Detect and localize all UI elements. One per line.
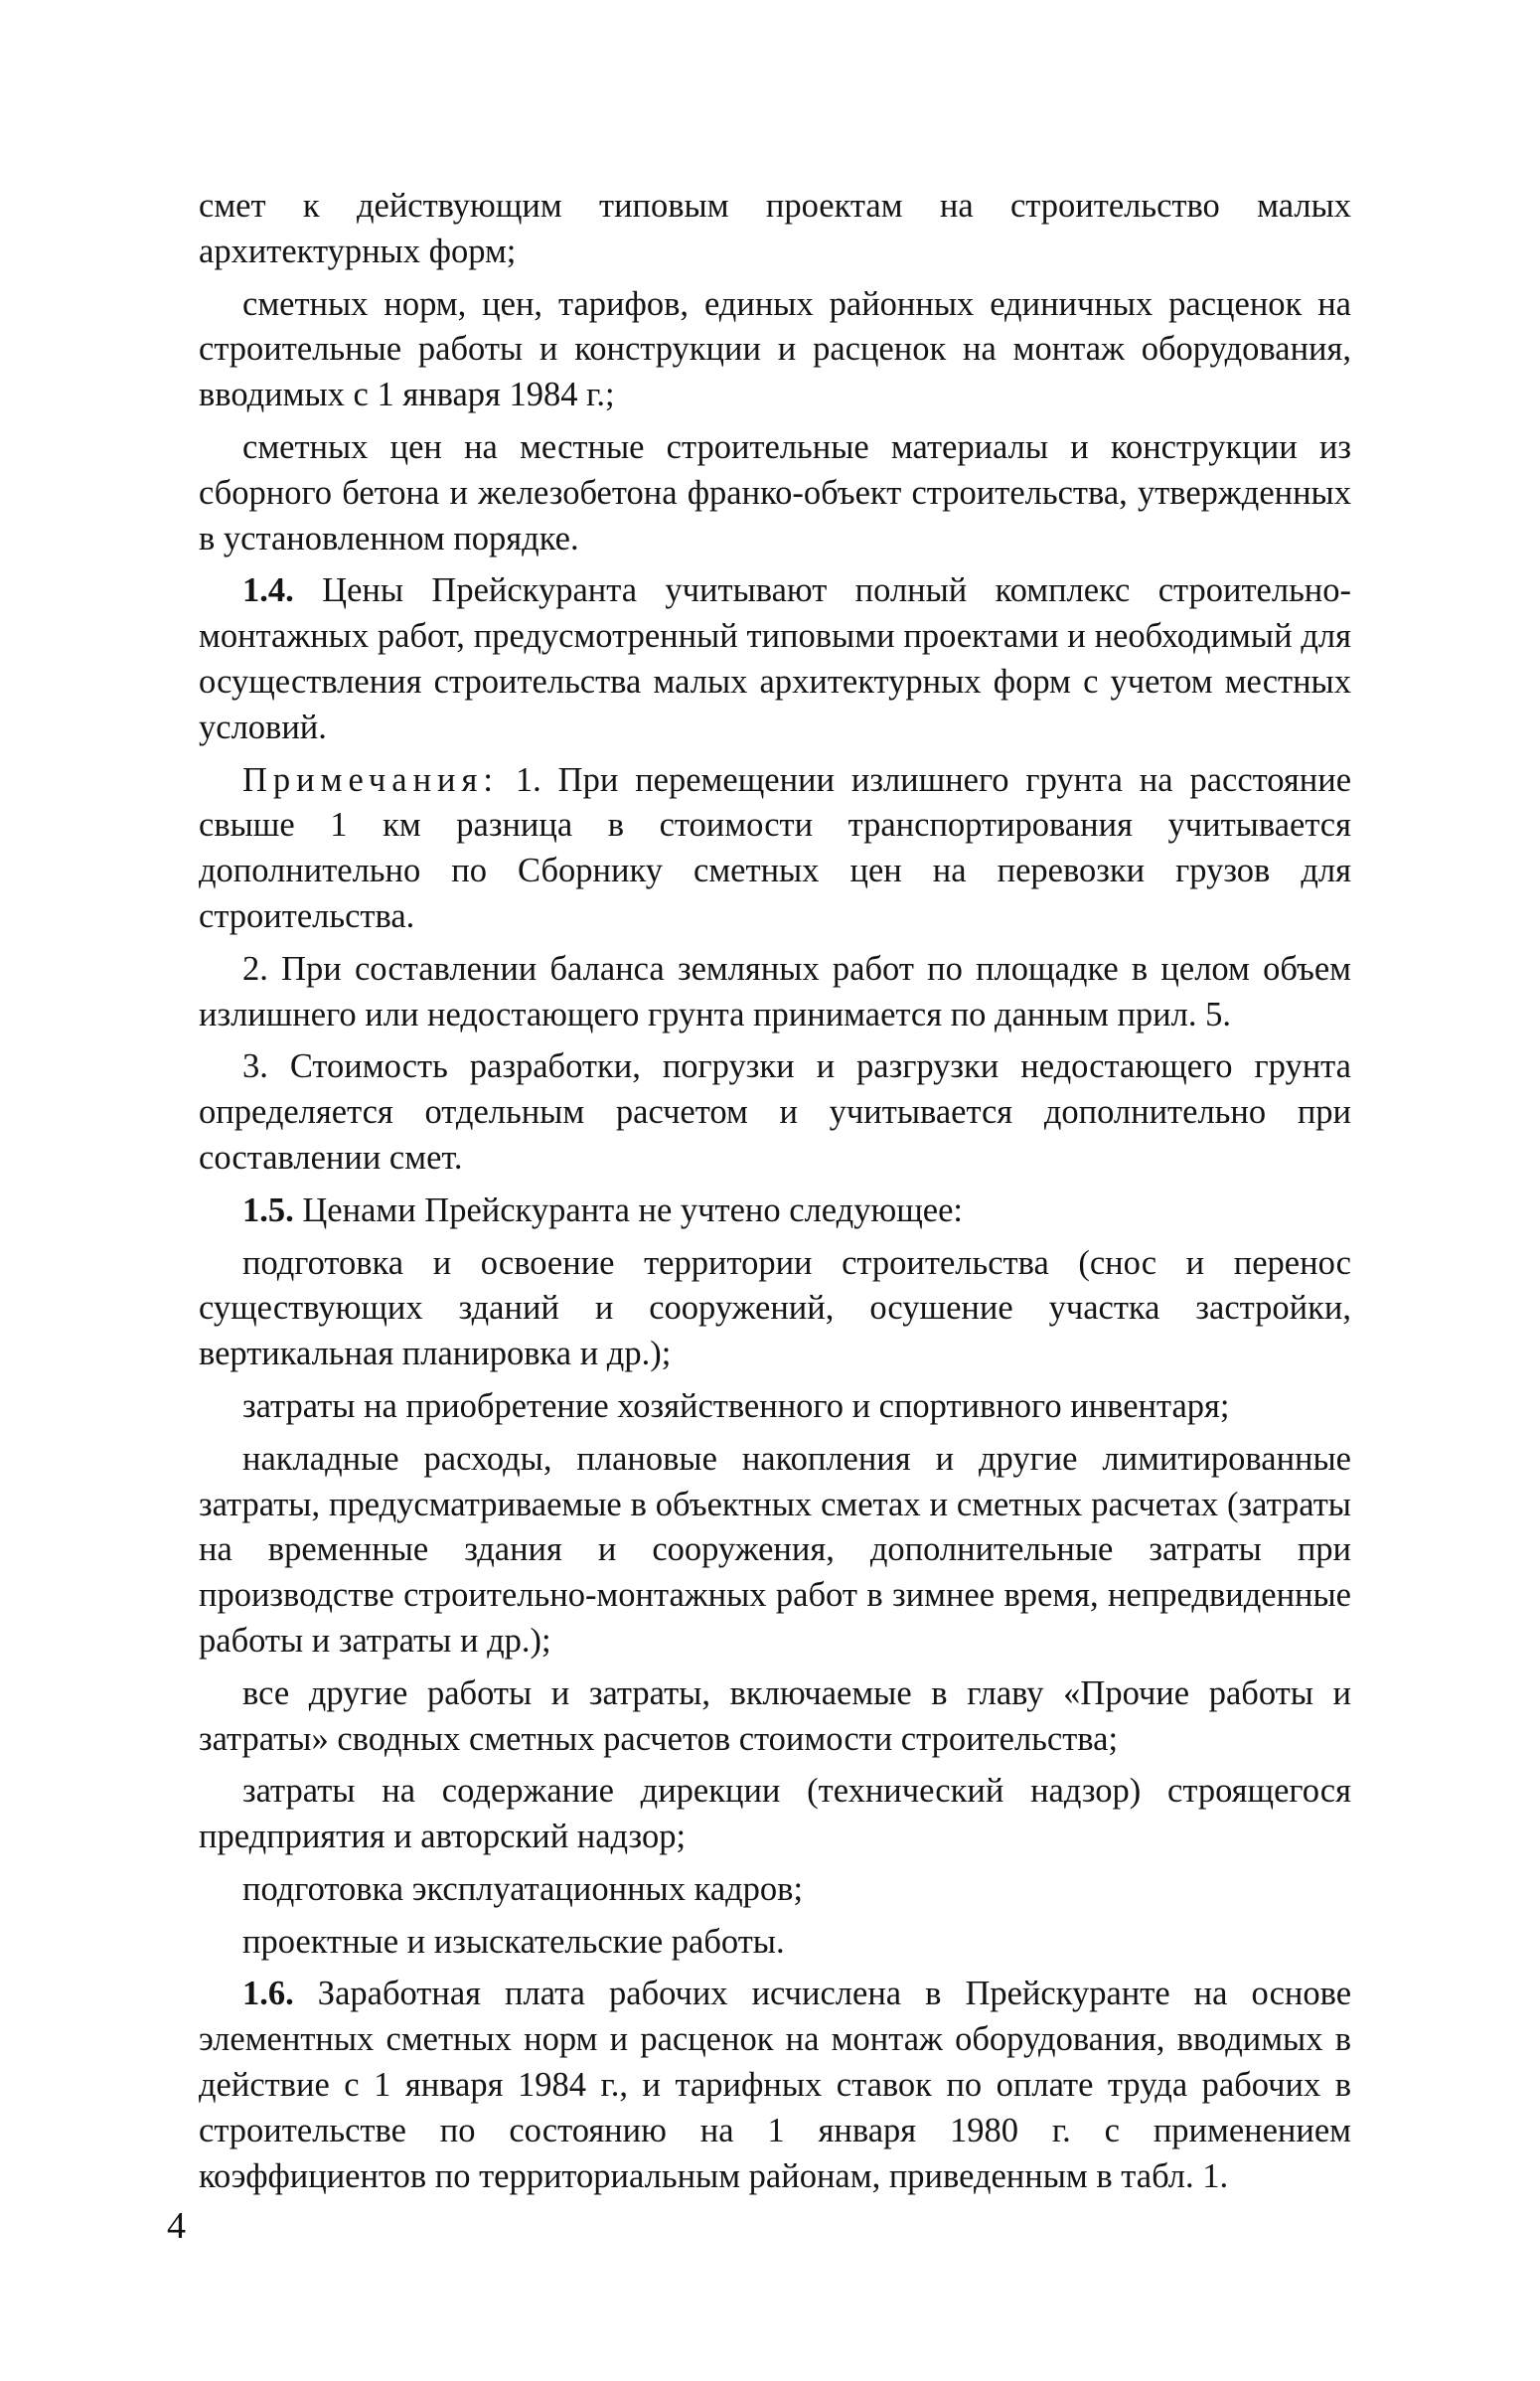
clause-number: 1.5.: [242, 1190, 294, 1229]
notes-2: 2. При составлении баланса земляных работ по площадке в целом объем излишнего или недостающего грунта принимается по данным прил. 5.: [199, 949, 1351, 1033]
list-item-staff-training: подготовка эксплуатационных кадров;: [242, 1869, 804, 1908]
notes-label: Примечания:: [242, 760, 499, 799]
paragraph-3: сметных цен на местные строительные материалы и конструкции из сборного бетона и железобетона франко-объект строительства, утвержденных в установленном порядке.: [199, 427, 1351, 557]
clause-1-6: 1.6. Заработная плата рабочих исчислена в Прейскуранте на основе элементных сметных норм и расценок на монтаж оборудования, вводимых в действие с 1 января 1984 г., и тарифных ставок по оплате труда рабочих в строительстве по состоянию на 1 января 1980 г. с применением коэффициентов по территориальным районам, приведенным в табл. 1.: [199, 1975, 1352, 2195]
notes-3: 3. Стоимость разработки, погрузки и разгрузки недостающего грунта определяется отдельным расчетом и учитывается дополнительно при составлении смет.: [199, 1047, 1351, 1177]
list-item-other-works: все другие работы и затраты, включаемые в главу «Прочие работы и затраты» сводных сметных расчетов стоимости строительства;: [199, 1673, 1351, 1758]
clause-1-5: 1.5. Ценами Прейскуранта не учтено следующее:: [242, 1190, 964, 1229]
paragraph-1: смет к действующим типовым проектам на строительство малых архитектурных форм;: [199, 187, 1351, 270]
body-text: [199, 184, 1351, 2206]
notes-1: Примечания: 1. При перемещении излишнего грунта на расстояние свыше 1 км разница в стоимости транспортирования учитывается дополнительно по Сборнику сметных цен на перевозки грузов для строительства.: [199, 760, 1352, 935]
list-item-design-works: проектные и изыскательские работы.: [242, 1922, 785, 1961]
list-item-territory: подготовка и освоение территории строительства (снос и перенос существующих зданий и сооружений, осушение участка застройки, вертикальная планировка и др.);: [199, 1243, 1351, 1373]
page-number: 4: [167, 2205, 186, 2247]
list-item-overheads: накладные расходы, плановые накопления и другие лимитированные затраты, предусматриваемые в объектных сметах и сметных расчетах (затраты на временные здания и сооружения, дополнительные затраты при производстве строительно-монтажных работ в зимнее время, непредвиденные работы и затраты и др.);: [199, 1439, 1351, 1660]
clause-number: 1.6.: [242, 1975, 294, 2013]
list-item-supervision: затраты на содержание дирекции (технический надзор) строящегося предприятия и авторский надзор;: [199, 1772, 1351, 1856]
list-item-inventory: затраты на приобретение хозяйственного и спортивного инвентаря;: [242, 1386, 1230, 1425]
clause-number: 1.4.: [242, 571, 294, 610]
clause-1-4: 1.4. Цены Прейскуранта учитывают полный комплекс строительно-монтажных работ, предусмотренный типовыми проектами и необходимый для осуществления строительства малых архитектурных форм с учетом местных условий.: [199, 571, 1352, 746]
paragraph-2: сметных норм, цен, тарифов, единых районных единичных расценок на строительные работы и конструкции и расценок на монтаж оборудования, вводимых с 1 января 1984 г.;: [199, 284, 1351, 414]
